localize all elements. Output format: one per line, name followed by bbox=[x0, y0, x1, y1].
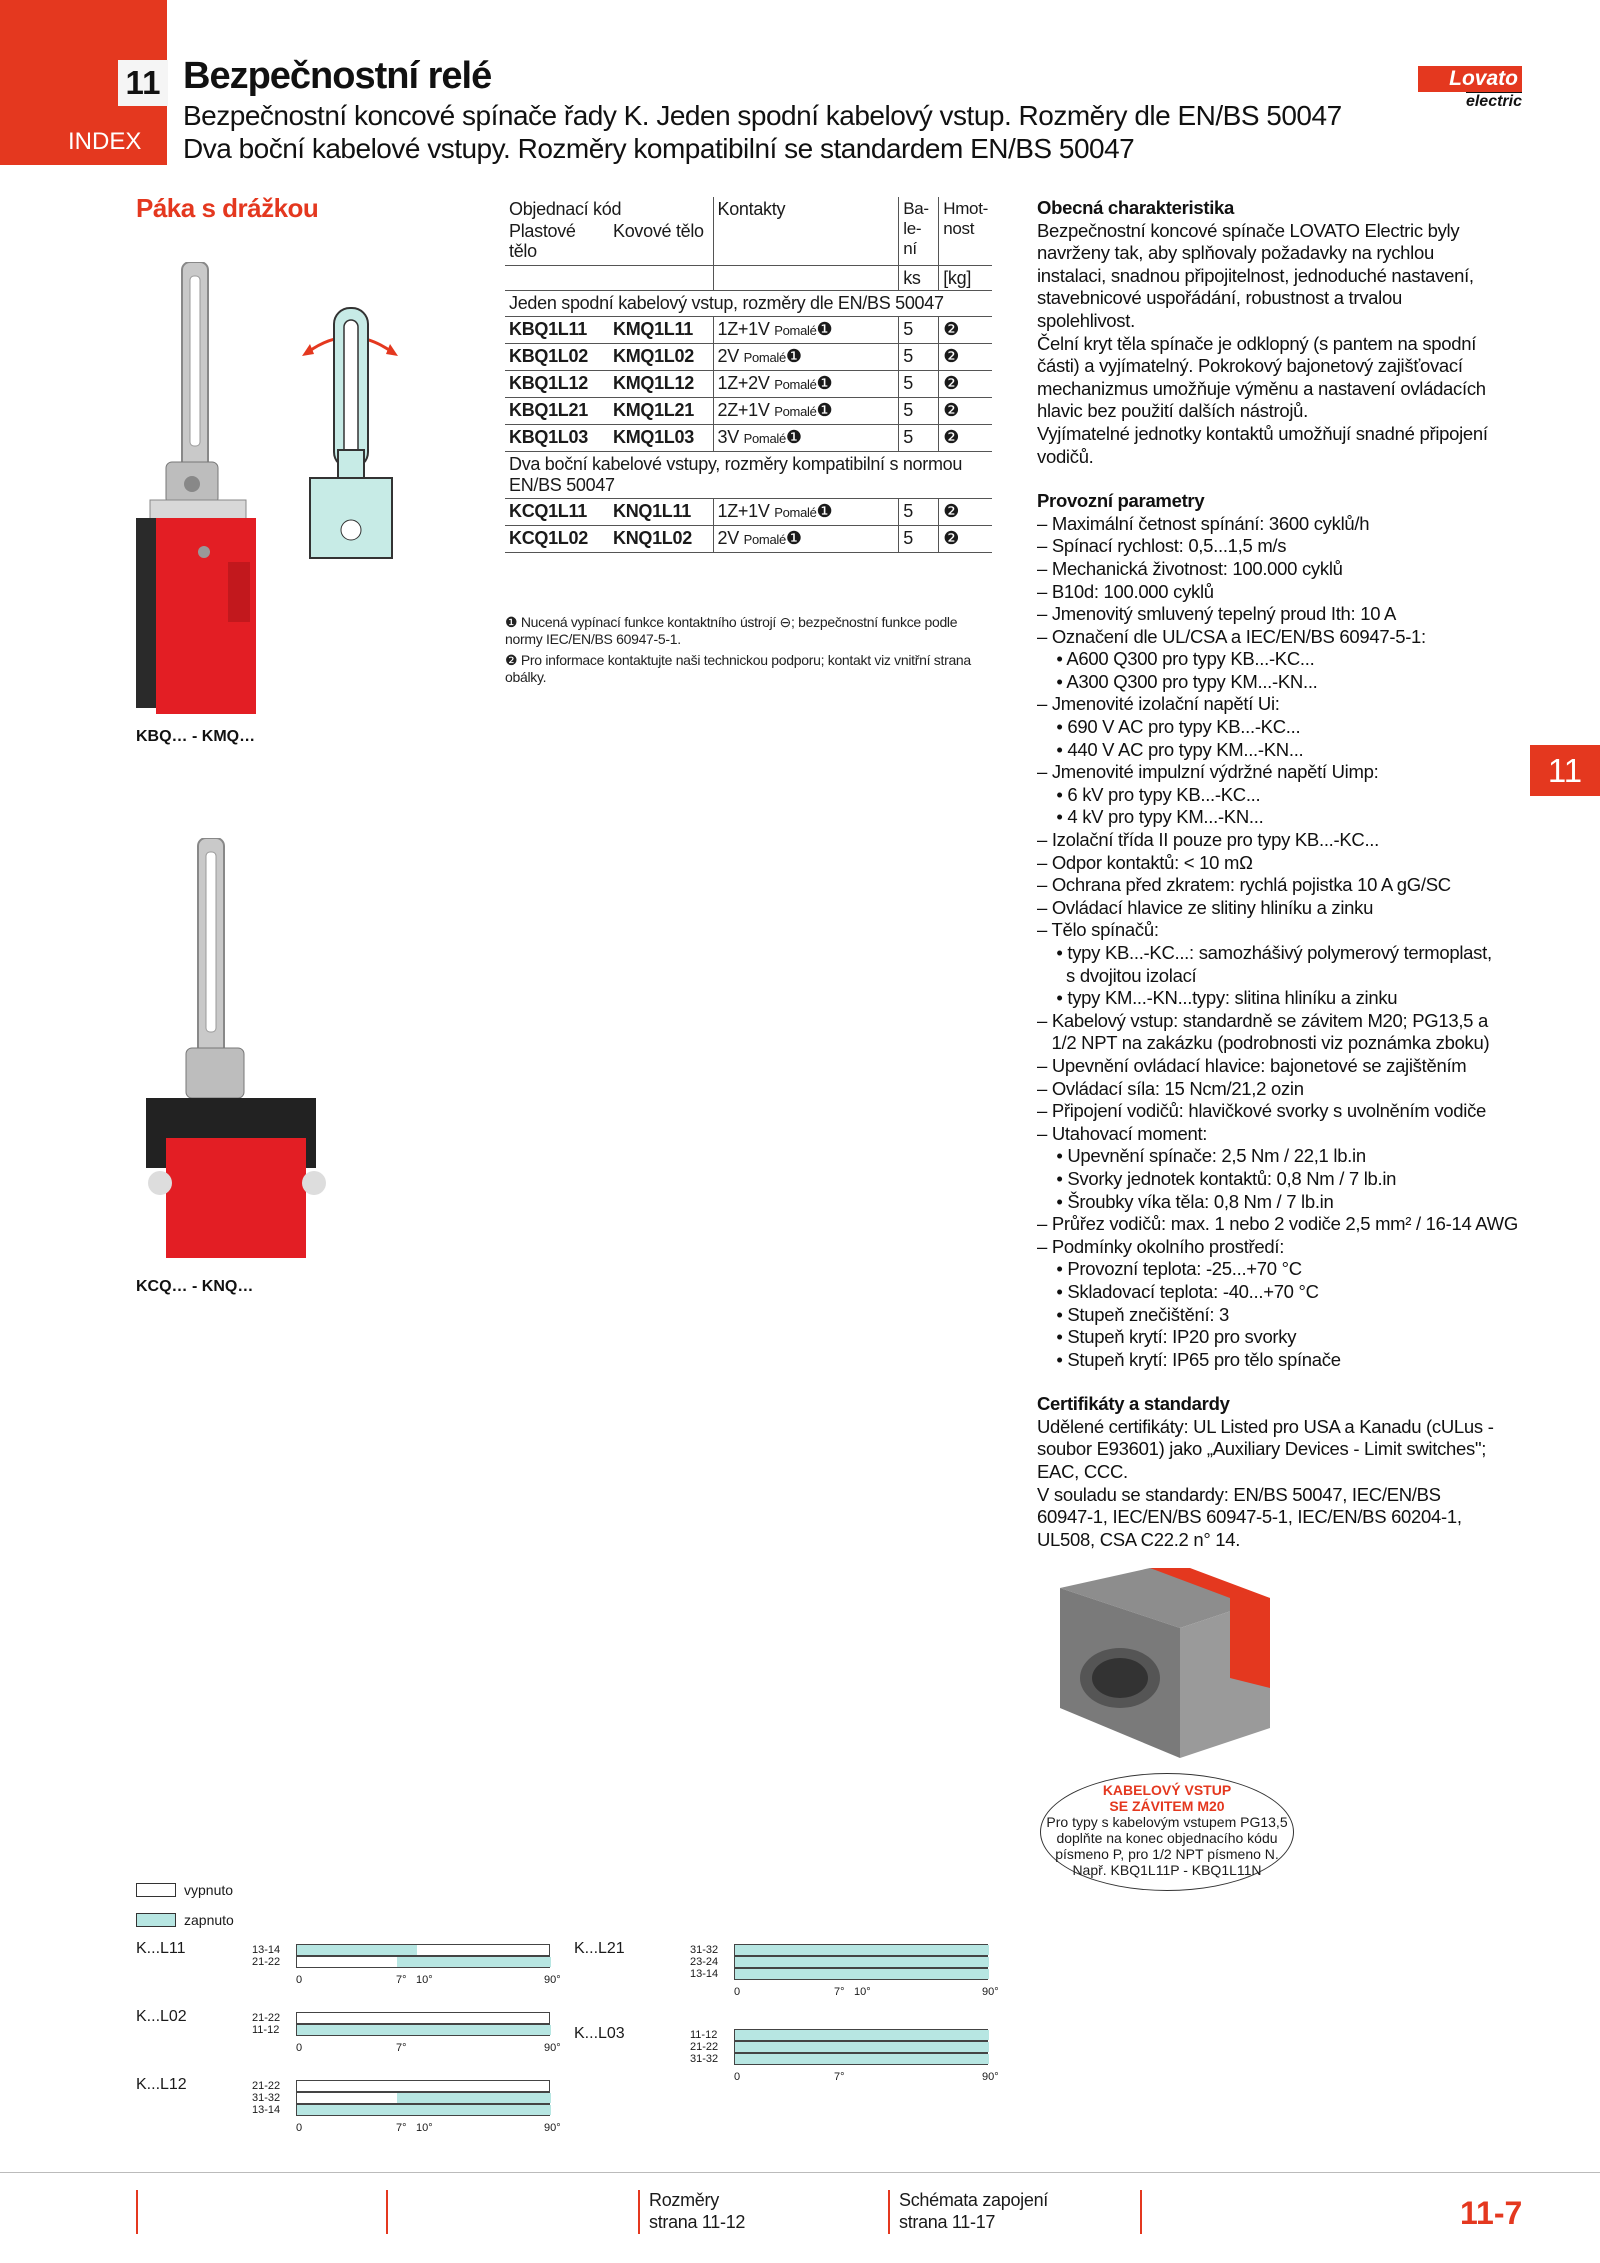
contacts-value: 2Z+1V bbox=[717, 399, 770, 420]
cell-plastic: KBQ1L02 bbox=[505, 343, 609, 370]
cell-weight: ❷ bbox=[939, 397, 992, 424]
cell-metal: KMQ1L21 bbox=[609, 397, 713, 424]
param-item: • Svorky jednotek kontaktů: 0,8 Nm / 7 lb.in bbox=[1037, 1167, 1397, 1189]
diagram-tick: 7° bbox=[834, 2071, 845, 2083]
diagram-on-segment bbox=[855, 2054, 989, 2064]
footnote-1-text: Nucená vypínací funkce kontaktního ústrojí ⊖; bezpečnostní funkce podle normy IEC/EN/BS 60947-5-1. bbox=[505, 614, 958, 647]
caption-kbq: KBQ… - KMQ… bbox=[136, 728, 256, 745]
param-item: • A300 Q300 pro typy KM...-KN... bbox=[1037, 670, 1318, 692]
contacts-value: 2V bbox=[717, 345, 739, 366]
general-p3: Vyjímatelné jednotky kontaktů umožňují snadné připojení vodičů. bbox=[1037, 422, 1488, 467]
cell-pack: 5 bbox=[899, 316, 939, 343]
cable-entry-callout bbox=[1040, 1773, 1294, 1891]
param-item: – Průřez vodičů: max. 1 nebo 2 vodiče 2,5 mm² / 16-14 AWG bbox=[1037, 1213, 1518, 1235]
diagram-on-segment bbox=[397, 2025, 417, 2035]
cell-weight: ❷ bbox=[939, 343, 992, 370]
diagram-on-segment bbox=[297, 1945, 397, 1955]
params-list bbox=[1037, 512, 1518, 1372]
diagram-on-segment bbox=[835, 2030, 855, 2040]
diagram-contact-label: 31-32 bbox=[252, 2092, 281, 2104]
th-pack: Ba-le-ní bbox=[899, 197, 939, 265]
param-item: • Stupeň krytí: IP65 pro tělo spínače bbox=[1037, 1348, 1341, 1370]
cell-weight: ❷ bbox=[939, 525, 992, 552]
diagram-contact-bar bbox=[296, 2024, 550, 2036]
param-item: • Stupeň znečištění: 3 bbox=[1037, 1303, 1230, 1325]
params-title: Provozní parametry bbox=[1037, 490, 1205, 512]
th-plastic-body: Plastové tělo bbox=[505, 219, 609, 265]
cell-plastic: KBQ1L21 bbox=[505, 397, 609, 424]
param-item: – Ochrana před zkratem: rychlá pojistka 10 A gG/SC bbox=[1037, 874, 1451, 896]
footer-bar bbox=[638, 2190, 640, 2234]
param-item: • 6 kV pro typy KB...-KC... bbox=[1037, 783, 1261, 805]
diagram-contact-label: 13-14 bbox=[252, 1944, 281, 1956]
param-item: – Připojení vodičů: hlavičkové svorky s uvolněním vodiče bbox=[1037, 1100, 1487, 1122]
cell-pack: 5 bbox=[899, 343, 939, 370]
table-header-row bbox=[505, 197, 992, 219]
table-units-row bbox=[505, 265, 992, 290]
ref-wiring[interactable] bbox=[899, 2189, 1048, 2233]
diagram-tick: 7° bbox=[834, 1986, 845, 1998]
param-item: • Skladovací teplota: -40...+70 °C bbox=[1037, 1280, 1319, 1302]
cell-plastic: KBQ1L11 bbox=[505, 316, 609, 343]
legend-on-swatch bbox=[136, 1913, 176, 1927]
speed-value: Pomalé bbox=[774, 376, 817, 392]
cell-plastic: KBQ1L03 bbox=[505, 424, 609, 451]
diagram-name: K...L21 bbox=[574, 1940, 625, 1957]
cell-weight: ❷ bbox=[939, 424, 992, 451]
cell-plastic: KCQ1L02 bbox=[505, 525, 609, 552]
page-subtitle-2: Dva boční kabelové vstupy. Rozměry kompatibilní se standardem EN/BS 50047 bbox=[183, 133, 1135, 164]
cell-contacts bbox=[713, 343, 899, 370]
note-mark: ❶ bbox=[816, 372, 833, 393]
param-item: • typy KB...-KC...: samozhášivý polymerový termoplast, bbox=[1037, 942, 1492, 963]
diagram-tick: 10° bbox=[854, 1986, 871, 1998]
diagram-on-segment bbox=[855, 2042, 989, 2052]
table-row bbox=[505, 343, 992, 370]
note-mark: ❶ bbox=[816, 318, 833, 339]
diagram-contact-bar bbox=[296, 2080, 550, 2092]
table-row bbox=[505, 316, 992, 343]
cell-contacts bbox=[713, 424, 899, 451]
diagram-contact-label: 31-32 bbox=[690, 1944, 719, 1956]
param-item: – Spínací rychlost: 0,5...1,5 m/s bbox=[1037, 535, 1287, 557]
cell-metal: KMQ1L11 bbox=[609, 316, 713, 343]
contacts-value: 1Z+1V bbox=[717, 318, 770, 339]
diagram-contact-bar bbox=[296, 2092, 550, 2104]
param-item: • 690 V AC pro typy KB...-KC... bbox=[1037, 716, 1301, 738]
th-pack-unit: ks bbox=[899, 265, 939, 290]
diagram-on-segment bbox=[835, 1957, 855, 1967]
diagram-on-segment bbox=[417, 1957, 551, 1967]
page-number: 11-7 bbox=[1460, 2195, 1523, 2231]
cell-pack: 5 bbox=[899, 397, 939, 424]
lever-section-title: Páka s drážkou bbox=[136, 193, 319, 223]
param-item: – Maximální četnost spínání: 3600 cyklů/h bbox=[1037, 512, 1370, 534]
callout-line-2: doplňte na konec objednacího kódu bbox=[1056, 1830, 1278, 1846]
speed-value: Pomalé bbox=[743, 531, 786, 547]
general-title: Obecná charakteristika bbox=[1037, 197, 1235, 218]
param-item: – Jmenovité izolační napětí Ui: bbox=[1037, 693, 1280, 715]
diagram-tick: 90° bbox=[544, 2042, 561, 2054]
footer-bar bbox=[888, 2190, 890, 2234]
diagram-tick: 10° bbox=[416, 1974, 433, 1986]
note-mark: ❶ bbox=[785, 426, 802, 447]
speed-value: Pomalé bbox=[774, 504, 817, 520]
cell-weight: ❷ bbox=[939, 370, 992, 397]
param-item: – Kabelový vstup: standardně se závitem M20; PG13,5 a bbox=[1037, 1009, 1488, 1031]
certs-p2: V souladu se standardy: EN/BS 50047, IEC/EN/BS 60947-1, IEC/EN/BS 60947-5-1, IEC/EN/BS 60204-1, UL508, CSA C22.2 n° 14. bbox=[1037, 1483, 1462, 1550]
ref-dimensions-page[interactable]: strana 11-12 bbox=[649, 2212, 746, 2232]
diagram-on-segment bbox=[397, 1945, 417, 1955]
diagram-on-segment bbox=[397, 2105, 417, 2115]
note-mark: ❶ bbox=[816, 399, 833, 420]
diagram-on-segment bbox=[297, 2025, 397, 2035]
param-item: – Ovládací hlavice ze slitiny hliníku a zinku bbox=[1037, 896, 1374, 918]
side-section-tab[interactable]: 11 bbox=[1530, 745, 1600, 796]
footer-bar bbox=[1140, 2190, 1142, 2234]
diagram-on-segment bbox=[735, 1969, 835, 1979]
cell-metal: KMQ1L02 bbox=[609, 343, 713, 370]
group-2-title: Dva boční kabelové vstupy, rozměry kompatibilní s normou EN/BS 50047 bbox=[505, 451, 992, 498]
diagram-tick: 90° bbox=[544, 2122, 561, 2134]
switch-kbq-image bbox=[136, 262, 266, 714]
diagram-on-segment bbox=[417, 2025, 551, 2035]
diagram-tick: 0 bbox=[734, 1986, 741, 1998]
diagram-name: K...L11 bbox=[136, 1940, 186, 1957]
diagram-tick: 90° bbox=[982, 1986, 999, 1998]
specs-column bbox=[1037, 197, 1518, 1551]
diagram-on-segment bbox=[735, 2054, 835, 2064]
diagram-contact-bar bbox=[734, 1968, 988, 1980]
diagram-on-segment bbox=[835, 1969, 855, 1979]
legend-on-label: zapnuto bbox=[184, 1912, 234, 1928]
diagram-on-segment bbox=[397, 2093, 417, 2103]
footnote-2 bbox=[505, 652, 995, 686]
diagram-on-segment bbox=[835, 2054, 855, 2064]
param-item: • 4 kV pro typy KM...-KN... bbox=[1037, 806, 1264, 828]
diagram-tick: 0 bbox=[296, 2122, 303, 2134]
cell-metal: KMQ1L12 bbox=[609, 370, 713, 397]
group-1-body bbox=[505, 316, 992, 451]
diagram-tick: 90° bbox=[982, 2071, 999, 2083]
diagram-contact-label: 23-24 bbox=[690, 1956, 719, 1968]
cell-contacts bbox=[713, 397, 899, 424]
diagram-on-segment bbox=[835, 1945, 855, 1955]
speed-value: Pomalé bbox=[743, 349, 786, 365]
legend-off-swatch bbox=[136, 1883, 176, 1897]
ref-dimensions-label[interactable]: Rozměry bbox=[649, 2190, 719, 2210]
diagram-contact-bar bbox=[296, 2012, 550, 2024]
cell-contacts bbox=[713, 525, 899, 552]
diagram-contact-label: 21-22 bbox=[252, 1956, 281, 1968]
diagram-tick: 7° bbox=[396, 2122, 407, 2134]
cell-metal: KMQ1L03 bbox=[609, 424, 713, 451]
param-item: – Izolační třída II pouze pro typy KB...-KC... bbox=[1037, 829, 1379, 851]
ref-wiring-page[interactable]: strana 11-17 bbox=[899, 2212, 996, 2232]
caption-kcq: KCQ… - KNQ… bbox=[136, 1278, 254, 1295]
certs-title: Certifikáty a standardy bbox=[1037, 1393, 1230, 1415]
ref-dimensions[interactable] bbox=[649, 2189, 745, 2233]
diagram-on-segment bbox=[397, 1957, 417, 1967]
section-number: 11 bbox=[118, 60, 168, 106]
contacts-value: 3V bbox=[717, 426, 739, 447]
cell-contacts bbox=[713, 498, 899, 525]
diagram-tick: 7° bbox=[396, 1974, 407, 1986]
lever-schematic bbox=[300, 300, 400, 570]
diagram-on-segment bbox=[735, 2042, 835, 2052]
diagram-contact-bar bbox=[734, 2041, 988, 2053]
table-row bbox=[505, 424, 992, 451]
diagram-on-segment bbox=[855, 1969, 989, 1979]
index-link[interactable]: INDEX bbox=[68, 128, 142, 155]
th-contacts: Kontakty bbox=[713, 197, 899, 265]
diagram-contact-bar bbox=[296, 2104, 550, 2116]
cell-contacts bbox=[713, 316, 899, 343]
cell-plastic: KBQ1L12 bbox=[505, 370, 609, 397]
legend-off-label: vypnuto bbox=[184, 1882, 234, 1898]
table-row bbox=[505, 498, 992, 525]
diagram-contact-label: 13-14 bbox=[690, 1968, 719, 1980]
diagram-on-segment bbox=[417, 2105, 551, 2115]
footnote-2-mark: ❷ bbox=[505, 652, 518, 668]
callout-line-3: písmeno P, pro 1/2 NPT písmeno N. bbox=[1055, 1846, 1279, 1862]
param-item: • Šroubky víka těla: 0,8 Nm / 7 lb.in bbox=[1037, 1190, 1334, 1212]
param-item: • typy KM...-KN...typy: slitina hliníku a zinku bbox=[1037, 987, 1398, 1009]
param-item: • Provozní teplota: -25...+70 °C bbox=[1037, 1258, 1302, 1280]
param-item: – B10d: 100.000 cyklů bbox=[1037, 580, 1214, 602]
note-mark: ❶ bbox=[785, 345, 802, 366]
group-2-body bbox=[505, 498, 992, 552]
diagram-name: K...L03 bbox=[574, 2025, 625, 2042]
cell-plastic: KCQ1L11 bbox=[505, 498, 609, 525]
logo-text: Lovato bbox=[1418, 66, 1522, 92]
diagram-on-segment bbox=[855, 1957, 989, 1967]
param-item: – Ovládací síla: 15 Ncm/21,2 ozin bbox=[1037, 1077, 1304, 1099]
ref-wiring-label[interactable]: Schémata zapojení bbox=[899, 2190, 1048, 2210]
cell-contacts bbox=[713, 370, 899, 397]
diagram-on-segment bbox=[735, 1945, 835, 1955]
param-item: – Utahovací moment: bbox=[1037, 1122, 1208, 1144]
param-item: – Tělo spínačů: bbox=[1037, 919, 1159, 941]
param-item: • A600 Q300 pro typy KB...-KC... bbox=[1037, 648, 1315, 670]
cell-pack: 5 bbox=[899, 370, 939, 397]
contacts-value: 2V bbox=[717, 527, 739, 548]
cell-metal: KNQ1L11 bbox=[609, 498, 713, 525]
logo-subtext: electric bbox=[1465, 93, 1522, 110]
diagram-contact-bar bbox=[296, 1956, 550, 1968]
diagram-on-segment bbox=[855, 2030, 989, 2040]
diagram-name: K...L02 bbox=[136, 2008, 187, 2025]
diagram-contact-label: 31-32 bbox=[690, 2053, 719, 2065]
cell-pack: 5 bbox=[899, 424, 939, 451]
callout-line-4: Např. KBQ1L11P - KBQ1L11N bbox=[1072, 1862, 1262, 1878]
th-weight: Hmot-nost bbox=[939, 197, 992, 265]
note-mark: ❶ bbox=[785, 527, 802, 548]
diagram-contact-label: 11-12 bbox=[690, 2029, 718, 2041]
diagram-on-segment bbox=[417, 2093, 551, 2103]
diagram-tick: 0 bbox=[296, 1974, 303, 1986]
certs-p1: Udělené certifikáty: UL Listed pro USA a Kanadu (cULus - soubor E93601) jako „Auxiliary Devices - Limit switches"; EAC, CCC. bbox=[1037, 1415, 1494, 1483]
speed-value: Pomalé bbox=[743, 430, 786, 446]
footnote-2-text: Pro informace kontaktujte naši technickou podporu; kontakt viz vnitřní strana obálky. bbox=[505, 652, 971, 685]
cell-pack: 5 bbox=[899, 525, 939, 552]
param-item: – Označení dle UL/CSA a IEC/EN/BS 60947-5-1: bbox=[1037, 625, 1426, 647]
lovato-logo bbox=[1418, 66, 1522, 114]
diagram-on-segment bbox=[735, 1957, 835, 1967]
table-row bbox=[505, 370, 992, 397]
param-item: – Upevnění ovládací hlavice: bajonetové se zajištěním bbox=[1037, 1054, 1467, 1076]
th-order-code: Objednací kód bbox=[509, 199, 622, 219]
contacts-value: 1Z+1V bbox=[717, 500, 770, 521]
cell-pack: 5 bbox=[899, 498, 939, 525]
footer-bar bbox=[386, 2190, 388, 2234]
switch-kcq-image bbox=[146, 838, 326, 1260]
contacts-value: 1Z+2V bbox=[717, 372, 770, 393]
param-item: – Jmenovité impulzní výdržné napětí Uimp: bbox=[1037, 761, 1379, 783]
speed-value: Pomalé bbox=[774, 322, 817, 338]
diagram-on-segment bbox=[735, 2030, 835, 2040]
order-table bbox=[505, 197, 992, 553]
diagram-contact-bar bbox=[296, 1944, 550, 1956]
param-item: – Odpor kontaktů: < 10 mΩ bbox=[1037, 851, 1253, 873]
diagram-tick: 90° bbox=[544, 1974, 561, 1986]
diagram-tick: 10° bbox=[416, 2122, 433, 2134]
param-item: • 440 V AC pro typy KM...-KN... bbox=[1037, 738, 1304, 760]
diagram-contact-bar bbox=[734, 2029, 988, 2041]
diagram-contact-bar bbox=[734, 2053, 988, 2065]
callout-line-1: Pro typy s kabelovým vstupem PG13,5 bbox=[1046, 1814, 1288, 1830]
param-item: • Stupeň krytí: IP20 pro svorky bbox=[1037, 1326, 1297, 1348]
table-row bbox=[505, 397, 992, 424]
callout-title-1: KABELOVÝ VSTUP bbox=[1102, 1782, 1232, 1798]
diagram-on-segment bbox=[835, 2042, 855, 2052]
callout-title-2: SE ZÁVITEM M20 bbox=[1109, 1798, 1225, 1814]
diagram-contact-label: 11-12 bbox=[252, 2024, 280, 2036]
diagram-name: K...L12 bbox=[136, 2076, 187, 2093]
th-weight-unit: [kg] bbox=[939, 265, 992, 290]
diagram-tick: 0 bbox=[734, 2071, 741, 2083]
diagram-tick: 0 bbox=[296, 2042, 303, 2054]
footer-bar bbox=[136, 2190, 138, 2234]
param-item: s dvojitou izolací bbox=[1037, 964, 1197, 986]
param-item: 1/2 NPT na zakázku (podrobnosti viz poznámka zboku) bbox=[1037, 1032, 1490, 1054]
param-item: – Mechanická životnost: 100.000 cyklů bbox=[1037, 557, 1343, 579]
footnote-1-mark: ❶ bbox=[505, 614, 518, 630]
table-row bbox=[505, 525, 992, 552]
diagram-tick: 7° bbox=[396, 2042, 407, 2054]
diagram-on-segment bbox=[297, 2105, 397, 2115]
diagram-contact-label: 13-14 bbox=[252, 2104, 281, 2116]
footer-divider bbox=[0, 2172, 1600, 2173]
param-item: • Upevnění spínače: 2,5 Nm / 22,1 lb.in bbox=[1037, 1145, 1366, 1167]
footnote-1 bbox=[505, 614, 995, 648]
param-item: – Jmenovitý smluvený tepelný proud Ith: 10 A bbox=[1037, 603, 1397, 625]
speed-value: Pomalé bbox=[774, 403, 817, 419]
cell-weight: ❷ bbox=[939, 316, 992, 343]
cable-entry-image bbox=[1040, 1568, 1290, 1768]
cell-weight: ❷ bbox=[939, 498, 992, 525]
diagram-contact-bar bbox=[734, 1956, 988, 1968]
general-p1: Bezpečnostní koncové spínače LOVATO Electric byly navrženy tak, aby splňovaly požadavky na rychlou instalaci, snadnou připojitelnost, jednoduché nastavení, stavebnicové uspořádání, robustnost a trvalou spolehlivost. bbox=[1037, 219, 1474, 331]
diagram-on-segment bbox=[855, 1945, 989, 1955]
th-metal-body: Kovové tělo bbox=[609, 219, 713, 265]
diagram-contact-label: 21-22 bbox=[252, 2080, 281, 2092]
note-mark: ❶ bbox=[816, 500, 833, 521]
diagram-contact-bar bbox=[734, 1944, 988, 1956]
diagram-contact-label: 21-22 bbox=[690, 2041, 719, 2053]
group-1-title: Jeden spodní kabelový vstup, rozměry dle EN/BS 50047 bbox=[505, 290, 992, 316]
page-title: Bezpečnostní relé bbox=[183, 55, 492, 97]
param-item: – Podmínky okolního prostředí: bbox=[1037, 1235, 1285, 1257]
cell-metal: KNQ1L02 bbox=[609, 525, 713, 552]
diagram-contact-label: 21-22 bbox=[252, 2012, 281, 2024]
page-subtitle-1: Bezpečnostní koncové spínače řady K. Jeden spodní kabelový vstup. Rozměry dle EN/BS 50047 bbox=[183, 100, 1342, 131]
general-p2: Čelní kryt těla spínače je odklopný (s pantem na spodní části) a vyjímatelný. Pokrokový bajonetový zajišťovací mechanizmus umožňuje výměnu a nastavení ovládacích hlavic bez použití dalších nástrojů. bbox=[1037, 332, 1486, 422]
